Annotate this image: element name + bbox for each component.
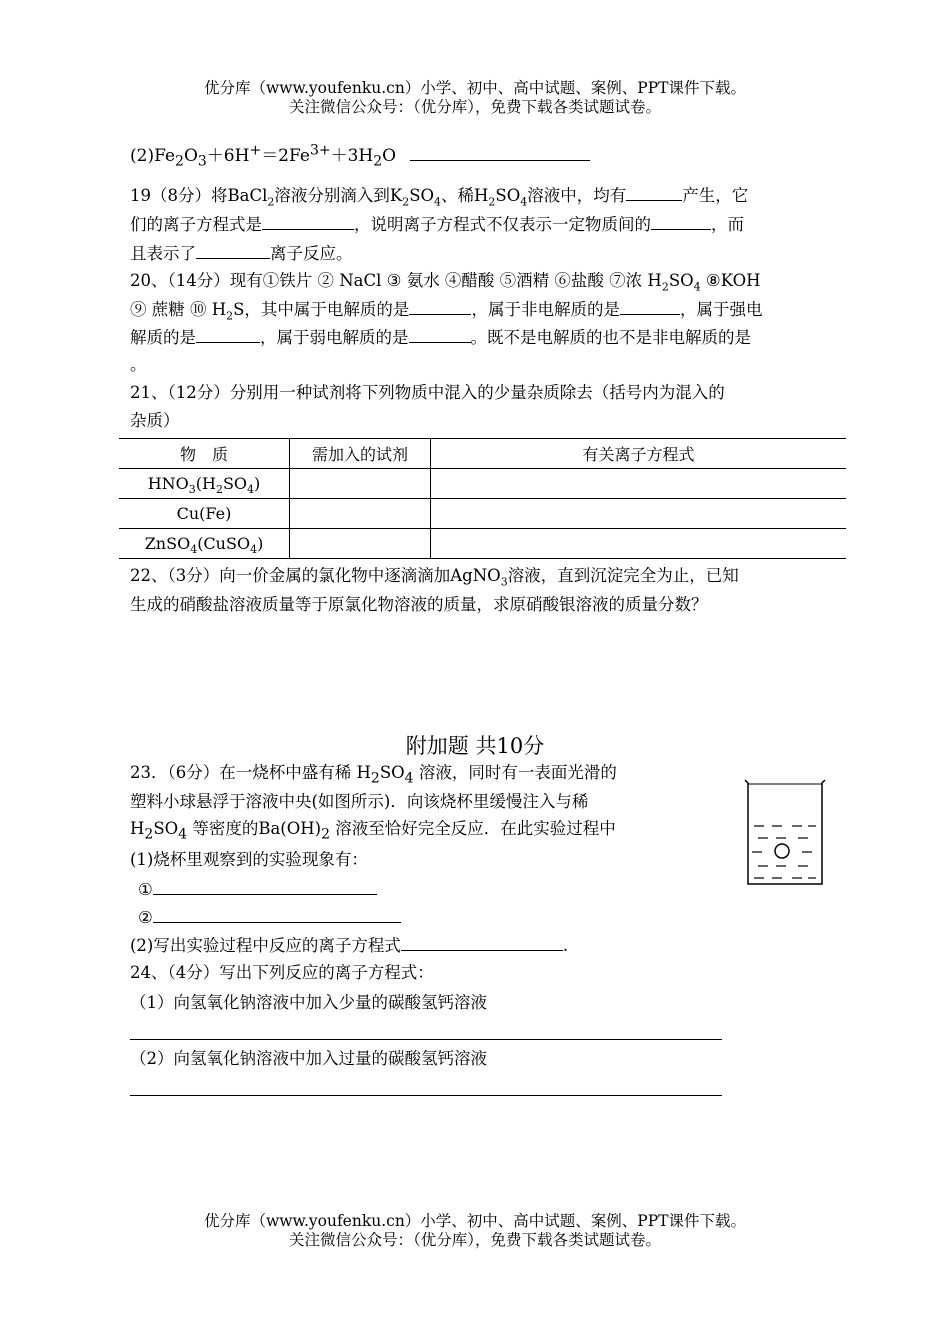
table-header-row xyxy=(119,439,846,469)
reagent-answer-cell[interactable] xyxy=(290,469,431,499)
table-header: 物 质 xyxy=(119,439,290,469)
answer-blank[interactable] xyxy=(196,242,270,259)
q22-line-2: 生成的硝酸盐溶液质量等于原氯化物溶液的质量，求原硝酸银溶液的质量分数？ xyxy=(130,595,708,614)
answer-line[interactable] xyxy=(130,1039,722,1040)
q20-line-1: 20、（14分）现有①铁片 ② NaCl ③ 氨水 ④醋酸 ⑤酒精 ⑥盐酸 ⑦浓 $H_2SO_4$ ⑧KOH xyxy=(130,271,761,294)
q20-line-3: 解质的是 ，属于弱电解质的是 。既不是电解质的也不是非电解质的是 xyxy=(130,328,751,347)
q23-line-1: 23．（6分）在一烧杯中盛有稀 $H_2SO_4$ 溶液，同时有一表面光滑的 xyxy=(130,763,617,787)
reagent-answer-cell[interactable] xyxy=(290,529,431,559)
q18-equation: $(2)Fe_2O_3+6H^+=2Fe^{3+}+3H_2O$ xyxy=(130,143,846,169)
answer-blank[interactable] xyxy=(409,298,471,315)
extra-section-title: 附加题 共10分 xyxy=(405,734,545,758)
q20-line-2: ⑨ 蔗糖 ⑩ $H_2S$，其中属于电解质的是 ，属于非电解质的是 ，属于强电 xyxy=(130,300,763,323)
table-row xyxy=(119,499,846,529)
answer-blank[interactable] xyxy=(401,934,563,951)
header-line-1: 优分库（www.youfenku.cn）小学、初中、高中试题、案例、PPT课件下载。 xyxy=(203,79,747,97)
ball-icon xyxy=(775,844,789,858)
answer-blank[interactable] xyxy=(262,213,354,230)
table-row xyxy=(119,529,846,559)
q23-line-2: 塑料小球悬浮于溶液中央(如图所示)．向该烧杯里缓慢注入与稀 xyxy=(130,792,589,811)
q23-line-7: (2)写出实验过程中反应的离子方程式 . xyxy=(130,936,569,955)
substance-cell: $HNO_3(H_2SO_4)$ xyxy=(119,469,290,499)
reagent-answer-cell[interactable] xyxy=(290,499,431,529)
q21-line-1: 21、（12分）分别用一种试剂将下列物质中混入的少量杂质除去（括号内为混入的 xyxy=(130,383,725,402)
answer-blank[interactable] xyxy=(196,326,260,343)
header-line-2: 关注微信公众号：（优分库），免费下载各类试题试卷。 xyxy=(288,98,661,116)
table-header: 有关离子方程式 xyxy=(431,439,847,469)
equation-answer-cell[interactable] xyxy=(431,469,847,499)
answer-blank[interactable] xyxy=(620,298,680,315)
q24-line-2: （1）向氢氧化钠溶液中加入少量的碳酸氢钙溶液 xyxy=(130,993,487,1012)
table-header: 需加入的试剂 xyxy=(290,439,431,469)
q24-line-1: 24、（4分）写出下列反应的离子方程式： xyxy=(130,963,434,982)
answer-blank[interactable] xyxy=(153,906,401,923)
equation-answer-cell[interactable] xyxy=(431,499,847,529)
answer-blank[interactable] xyxy=(626,184,682,201)
q20-line-4: 。 xyxy=(130,355,147,374)
q21-line-2: 杂质） xyxy=(130,411,180,430)
q23-line-5: ① xyxy=(138,878,854,901)
table-row xyxy=(119,469,846,499)
q23-line-4: (1)烧杯里观察到的实验现象有： xyxy=(130,850,368,869)
footer-line-2: 关注微信公众号：（优分库），免费下载各类试题试卷。 xyxy=(288,1231,661,1249)
substance-cell: Cu(Fe) xyxy=(119,499,290,529)
q24-line-3: （2）向氢氧化钠溶液中加入过量的碳酸氢钙溶液 xyxy=(130,1049,487,1068)
answer-blank[interactable] xyxy=(651,213,711,230)
q23-line-6: ② xyxy=(138,906,854,929)
beaker-figure xyxy=(742,778,830,890)
answer-blank[interactable] xyxy=(410,144,590,161)
q19-line-1: 19（8分）将BaCl$_2$溶液分别滴入到$K_2SO_4$、稀$H_2SO_4$溶液中，均有 产生，它 xyxy=(130,186,749,209)
footer-line-1: 优分库（www.youfenku.cn）小学、初中、高中试题、案例、PPT课件下载。 xyxy=(203,1212,747,1230)
answer-line[interactable] xyxy=(130,1095,722,1096)
answer-blank[interactable] xyxy=(153,878,377,895)
q19-line-2: 们的离子方程式是 ，说明离子方程式不仅表示一定物质间的 ，而 xyxy=(130,215,744,234)
equation-answer-cell[interactable] xyxy=(431,529,847,559)
q22-line-1: 22、（3分）向一价金属的氯化物中逐滴滴加AgNO$_3$溶液，直到沉淀完全为止，已知 xyxy=(130,566,739,589)
reagent-table xyxy=(119,438,846,559)
answer-blank[interactable] xyxy=(409,326,471,343)
q23-line-3: $H_2SO_4$ 等密度的$Ba(OH)_2$ 溶液至恰好完全反应．在此实验过程中 xyxy=(130,819,616,843)
q19-line-3: 且表示了 离子反应。 xyxy=(130,244,353,263)
substance-cell: ZnSO$_4$(CuSO$_4$) xyxy=(119,529,290,559)
